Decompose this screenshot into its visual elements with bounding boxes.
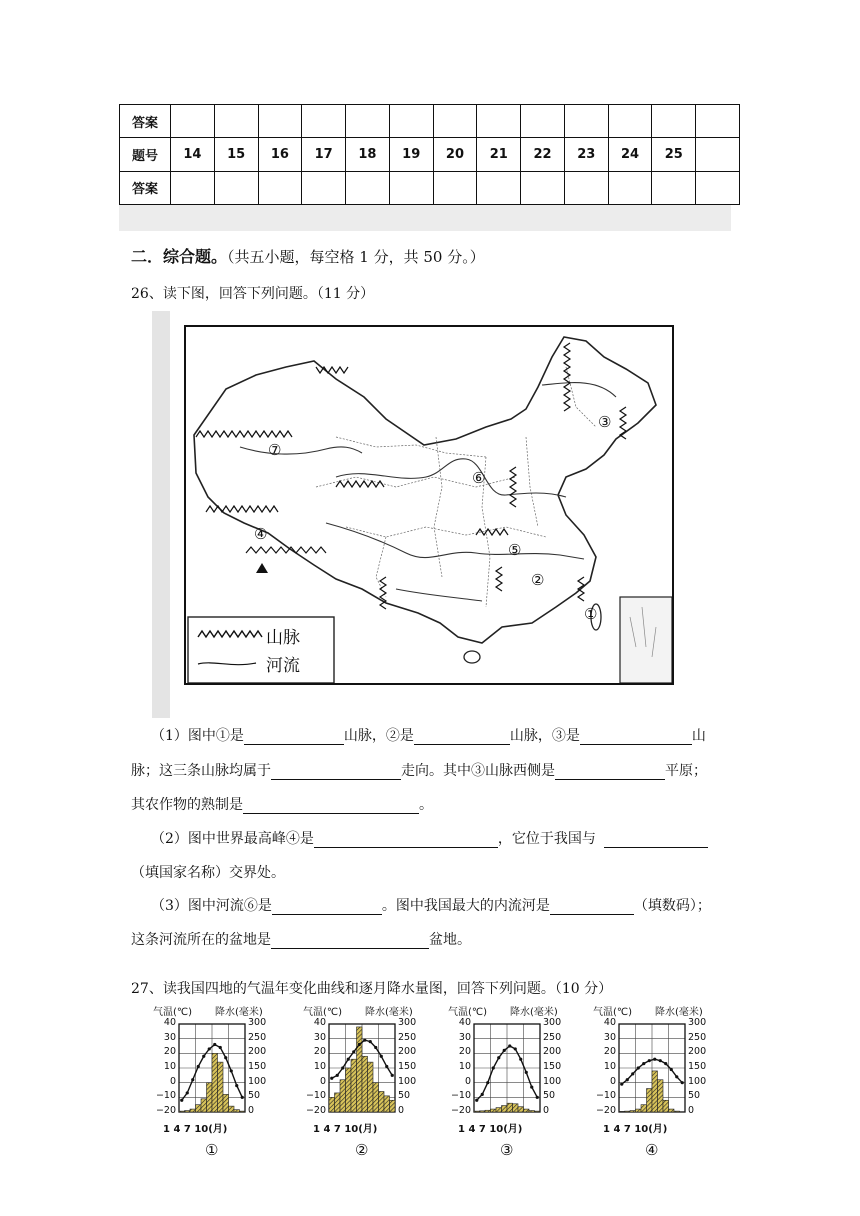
answer-cell[interactable] (258, 105, 302, 138)
temp-tick-label: 30 (458, 1031, 471, 1043)
section-title: 二．综合题。 (131, 247, 228, 266)
blank-11[interactable] (271, 933, 429, 949)
temperature-point (369, 1040, 372, 1043)
chart-precip-axis-title: 降水(毫米) (215, 1007, 263, 1018)
mountain-tianshan (196, 431, 292, 437)
temperature-point (380, 1055, 383, 1058)
temperature-point (530, 1085, 533, 1088)
precip-bar (663, 1100, 669, 1112)
question-number-cell: 17 (302, 138, 346, 171)
precip-bar (518, 1107, 524, 1112)
precip-bar (674, 1111, 680, 1112)
chart-precip-axis-title: 降水(毫米) (365, 1007, 413, 1018)
chart-temp-axis-title: 气温(℃) (593, 1007, 633, 1018)
temperature-point (385, 1065, 388, 1068)
temp-tick-label: 0 (169, 1075, 176, 1087)
temp-tick-label: 40 (458, 1017, 471, 1028)
question-number-cell: 15 (214, 138, 258, 171)
precip-tick-label: 200 (688, 1046, 707, 1058)
precip-bar (658, 1080, 664, 1112)
answer-cell[interactable] (477, 171, 521, 204)
question-number-cell: 18 (346, 138, 390, 171)
precip-tick-label: 50 (248, 1090, 261, 1102)
precip-bar (229, 1106, 235, 1112)
precip-bar (485, 1110, 491, 1112)
precip-bar (179, 1111, 185, 1112)
precip-bar (669, 1109, 675, 1112)
temperature-point (230, 1069, 233, 1072)
answer-cell[interactable] (171, 171, 215, 204)
q26-p1-text-b: 山脉，②是 (343, 728, 414, 744)
chart-x-label: 1 4 7 10(月) (313, 1124, 378, 1135)
precip-tick-label: 0 (688, 1105, 695, 1116)
temp-tick-label: 20 (163, 1046, 176, 1058)
question-number-cell: 24 (608, 138, 652, 171)
answer-table-row (120, 105, 740, 138)
answer-cell[interactable] (258, 171, 302, 204)
precip-bar (652, 1071, 658, 1112)
precip-tick-label: 200 (248, 1046, 267, 1058)
temp-tick-label: 10 (458, 1061, 471, 1072)
temperature-point (330, 1077, 333, 1080)
temperature-point (620, 1083, 623, 1086)
chart-temp-axis-title: 气温(℃) (448, 1007, 488, 1018)
temperature-point (358, 1043, 361, 1046)
question-number-cell: 25 (652, 138, 696, 171)
temperature-point (648, 1059, 651, 1062)
question-number-cell: 16 (258, 138, 302, 171)
precip-tick-label: 200 (398, 1046, 417, 1058)
temperature-point (664, 1062, 667, 1065)
temperature-point (514, 1047, 517, 1050)
temperature-point (347, 1058, 350, 1061)
answer-cell[interactable] (652, 171, 696, 204)
precip-tick-label: 50 (688, 1090, 701, 1102)
precip-bar (625, 1111, 631, 1112)
q26-part3-line1 (151, 895, 711, 915)
answer-cell[interactable] (477, 105, 521, 138)
precip-tick-label: 100 (248, 1075, 267, 1087)
temp-tick-label: −10 (155, 1090, 176, 1102)
chart-x-label: 1 4 7 10(月) (603, 1124, 668, 1135)
temperature-point (642, 1062, 645, 1065)
temperature-point (503, 1049, 506, 1052)
river-pearl (396, 589, 482, 601)
precip-bar (529, 1111, 535, 1112)
precip-bar (340, 1080, 346, 1112)
precip-tick-label: 100 (543, 1075, 562, 1087)
mountain-kunlun (206, 506, 278, 512)
temperature-point (219, 1046, 222, 1049)
precip-tick-label: 50 (543, 1090, 556, 1102)
q26-part1-line1 (151, 725, 706, 745)
answer-cell[interactable] (696, 105, 740, 138)
chart-number-label: ② (355, 1141, 369, 1159)
answer-table-row (120, 171, 740, 204)
answer-cell[interactable] (521, 105, 565, 138)
q26-p3-text-c: （填数码）； (633, 898, 711, 914)
legend-river-label: 河流 (266, 656, 300, 676)
china-map (184, 325, 674, 685)
mountain-hengduan (380, 577, 386, 609)
question-26-title: 26、读下图，回答下列问题。（11 分） (131, 286, 375, 302)
q26-p2-text-a: （2）图中世界最高峰④是 (151, 831, 314, 847)
precip-bar (507, 1103, 513, 1112)
blank-1[interactable] (244, 729, 344, 745)
question-number-cell: 14 (171, 138, 215, 171)
temp-tick-label: 30 (313, 1031, 326, 1043)
answer-cell[interactable] (214, 171, 258, 204)
precip-tick-label: 50 (398, 1090, 411, 1102)
precip-tick-label: 0 (543, 1105, 550, 1116)
precip-bar (630, 1111, 636, 1112)
answer-cell[interactable] (564, 105, 608, 138)
precip-tick-label: 300 (543, 1017, 562, 1028)
question-number-cell: 20 (433, 138, 477, 171)
precip-bar (368, 1062, 374, 1112)
precip-bar (223, 1094, 229, 1112)
chart-x-label: 1 4 7 10(月) (163, 1124, 228, 1135)
answer-cell[interactable] (389, 105, 433, 138)
question-number-cell: 21 (477, 138, 521, 171)
temperature-point (224, 1056, 227, 1059)
answer-cell[interactable] (564, 171, 608, 204)
precip-bar (234, 1110, 240, 1112)
precip-bar (201, 1099, 207, 1112)
province-borders (316, 367, 596, 607)
temp-tick-label: −20 (595, 1105, 616, 1116)
temperature-point (637, 1066, 640, 1069)
mountain-altai (316, 367, 348, 373)
answer-row-label: 答案 (120, 105, 171, 138)
precip-bar (535, 1111, 541, 1112)
precip-tick-label: 150 (248, 1061, 267, 1072)
answer-cell[interactable] (302, 171, 346, 204)
mountain-xuefeng (496, 567, 502, 591)
climate-chart-2 (303, 1003, 443, 1163)
answer-table-row (120, 138, 740, 171)
temp-tick-label: 40 (163, 1017, 176, 1028)
answer-row-label: 答案 (120, 171, 171, 204)
river-heilong (542, 383, 616, 397)
marker-7: ⑦ (268, 441, 282, 459)
temperature-point (336, 1074, 339, 1077)
answer-cell[interactable] (346, 105, 390, 138)
temperature-point (508, 1044, 511, 1047)
precip-tick-label: 250 (248, 1031, 267, 1043)
q26-p1-text-i: 。 (419, 797, 433, 813)
precip-tick-label: 250 (398, 1031, 417, 1043)
precip-tick-label: 200 (543, 1046, 562, 1058)
precip-bar (329, 1097, 335, 1112)
temp-tick-label: 10 (163, 1061, 176, 1072)
precip-tick-label: 300 (398, 1017, 417, 1028)
precip-bar (390, 1100, 396, 1112)
answer-cell[interactable] (696, 171, 740, 204)
question-number-cell: 22 (521, 138, 565, 171)
precip-bar (362, 1056, 368, 1112)
answer-cell[interactable] (433, 171, 477, 204)
answer-cell[interactable] (608, 171, 652, 204)
chart-number-label: ① (205, 1141, 219, 1159)
river-yellow (336, 459, 566, 497)
temp-tick-label: 0 (319, 1075, 326, 1087)
temperature-point (235, 1084, 238, 1087)
chart-temp-axis-title: 气温(℃) (153, 1007, 193, 1018)
q26-part3-line2 (131, 929, 471, 949)
blank-2[interactable] (414, 729, 510, 745)
marker-1: ① (584, 605, 598, 623)
precip-bar (491, 1109, 497, 1112)
temp-tick-label: −20 (155, 1105, 176, 1116)
precip-tick-label: 150 (688, 1061, 707, 1072)
temp-tick-label: 30 (163, 1031, 176, 1043)
answer-cell[interactable] (433, 105, 477, 138)
q26-p1-text-d: 山 (691, 728, 706, 744)
blank-6[interactable] (243, 798, 419, 814)
answer-cell[interactable] (521, 171, 565, 204)
section-heading (131, 244, 485, 267)
chart-precip-axis-title: 降水(毫米) (510, 1007, 558, 1018)
temperature-point (186, 1091, 189, 1094)
answer-cell[interactable] (214, 105, 258, 138)
answer-cell[interactable] (652, 105, 696, 138)
q26-p3-text-a: （3）图中河流⑥是 (151, 898, 272, 914)
temperature-point (180, 1099, 183, 1102)
chart-number-label: ④ (645, 1141, 659, 1159)
q26-p1-text-h: 其农作物的熟制是 (131, 797, 243, 813)
temperature-point (631, 1072, 634, 1075)
temperature-point (213, 1043, 216, 1046)
temperature-point (475, 1099, 478, 1102)
precip-bar (524, 1109, 530, 1112)
temperature-point (525, 1071, 528, 1074)
temperature-point (653, 1058, 656, 1061)
precip-bar (647, 1089, 653, 1112)
temp-tick-label: 0 (609, 1075, 616, 1087)
precip-bar (357, 1027, 363, 1112)
climate-chart-3 (448, 1003, 588, 1163)
question-27-title: 27、读我国四地的气温年变化曲线和逐月降水量图，回答下列问题。（10 分） (131, 981, 613, 997)
temperature-point (191, 1078, 194, 1081)
temperature-point (208, 1047, 211, 1050)
precip-bar (185, 1111, 191, 1112)
temp-tick-label: 30 (603, 1031, 616, 1043)
precip-bar (335, 1093, 341, 1112)
q26-part1-line3 (131, 794, 433, 814)
temp-tick-label: 20 (603, 1046, 616, 1058)
chart-temp-axis-title: 气温(℃) (303, 1007, 343, 1018)
q26-part2-line2: （填国家名称）交界处。 (131, 865, 285, 881)
q26-p1-text-e: 脉；这三条山脉均属于 (131, 763, 271, 779)
q26-p3-text-e: 盆地。 (429, 932, 471, 948)
precip-bar (212, 1053, 218, 1112)
q26-part1-line2 (131, 760, 707, 780)
precip-bar (207, 1083, 213, 1112)
temp-tick-label: 0 (464, 1075, 471, 1087)
temperature-point (391, 1074, 394, 1077)
river-yangtze (326, 523, 584, 559)
blank-9[interactable] (272, 899, 382, 915)
chart-precip-axis-title: 降水(毫米) (655, 1007, 703, 1018)
temperature-point (675, 1075, 678, 1078)
temperature-point (659, 1059, 662, 1062)
temp-tick-label: 40 (313, 1017, 326, 1028)
temperature-point (670, 1068, 673, 1071)
river-tarim (240, 447, 362, 454)
temp-tick-label: 10 (603, 1061, 616, 1072)
temp-tick-label: −20 (305, 1105, 326, 1116)
precip-bar (641, 1105, 647, 1112)
precip-bar (190, 1109, 196, 1112)
answer-cell[interactable] (608, 105, 652, 138)
map-scan-shadow (152, 311, 170, 718)
shaded-strip (119, 205, 731, 231)
precip-tick-label: 0 (248, 1105, 255, 1116)
map-legend (188, 617, 334, 683)
blank-5[interactable] (555, 764, 665, 780)
question-number-cell (696, 138, 740, 171)
chart-number-label: ③ (500, 1141, 514, 1159)
temperature-point (519, 1058, 522, 1061)
temperature-point (197, 1065, 200, 1068)
marker-6: ⑥ (472, 469, 486, 487)
temperature-point (681, 1081, 684, 1084)
mountain-qilian (336, 481, 384, 487)
precip-bar (480, 1111, 486, 1112)
blank-10[interactable] (550, 899, 634, 915)
precip-tick-label: 250 (543, 1031, 562, 1043)
answer-table (119, 104, 740, 205)
temperature-point (341, 1066, 344, 1069)
answer-cell[interactable] (302, 105, 346, 138)
answer-cell[interactable] (389, 171, 433, 204)
temperature-point (492, 1066, 495, 1069)
climate-chart-4 (593, 1003, 733, 1163)
section-note: （共五小题，每空格 1 分，共 50 分。） (227, 248, 485, 266)
q26-p1-text-c: 山脉，③是 (509, 728, 580, 744)
temperature-point (374, 1046, 377, 1049)
temperature-point (626, 1078, 629, 1081)
q26-p3-text-d: 这条河流所在的盆地是 (131, 932, 271, 948)
temperature-point (486, 1081, 489, 1084)
climate-chart-1 (153, 1003, 293, 1163)
precip-bar (496, 1108, 502, 1112)
precip-bar (351, 1059, 357, 1112)
mountain-daxinganling (564, 343, 570, 411)
marker-2: ② (531, 571, 545, 589)
mountain-taihang (510, 467, 516, 507)
marker-5: ⑤ (508, 541, 522, 559)
everest-marker (256, 563, 268, 573)
temp-tick-label: 40 (603, 1017, 616, 1028)
blank-4[interactable] (271, 764, 401, 780)
answer-row-label: 题号 (120, 138, 171, 171)
question-number-cell: 19 (389, 138, 433, 171)
answer-cell[interactable] (346, 171, 390, 204)
q26-p2-text-b: ，它位于我国与 (497, 831, 596, 847)
answer-cell[interactable] (171, 105, 215, 138)
precip-bar (502, 1106, 508, 1112)
precip-bar (384, 1096, 390, 1112)
precip-bar (373, 1083, 379, 1112)
q26-p1-text-g: 平原； (665, 763, 707, 779)
temp-tick-label: −10 (305, 1090, 326, 1102)
precip-bar (619, 1111, 625, 1112)
precip-tick-label: 150 (398, 1061, 417, 1072)
blank-7[interactable] (314, 832, 498, 848)
precip-tick-label: 100 (688, 1075, 707, 1087)
q26-p1-text-a: （1）图中①是 (151, 728, 244, 744)
legend-mountain-label: 山脉 (266, 628, 300, 648)
chart-x-label: 1 4 7 10(月) (458, 1124, 523, 1135)
precip-bar (474, 1111, 480, 1112)
precip-tick-label: 300 (248, 1017, 267, 1028)
q26-part2-line1 (151, 828, 708, 848)
temp-tick-label: −10 (450, 1090, 471, 1102)
precip-tick-label: 300 (688, 1017, 707, 1028)
question-number-cell: 23 (564, 138, 608, 171)
temperature-point (536, 1096, 539, 1099)
q26-p1-text-f: 走向。其中③山脉西侧是 (401, 763, 555, 779)
temp-tick-label: 20 (313, 1046, 326, 1058)
temp-tick-label: 20 (458, 1046, 471, 1058)
blank-8[interactable] (604, 832, 708, 848)
temp-tick-label: −20 (450, 1105, 471, 1116)
map-markers (254, 413, 611, 623)
temperature-point (202, 1055, 205, 1058)
precip-bar (513, 1104, 519, 1112)
precip-tick-label: 0 (398, 1105, 405, 1116)
precip-bar (379, 1091, 385, 1112)
precip-bar (636, 1109, 642, 1112)
precip-bar (218, 1062, 224, 1112)
precip-bar (196, 1105, 202, 1112)
temp-tick-label: 10 (313, 1061, 326, 1072)
blank-3[interactable] (580, 729, 692, 745)
marker-3: ③ (598, 413, 612, 431)
temperature-point (352, 1050, 355, 1053)
temperature-point (241, 1096, 244, 1099)
china-map-drawing (186, 327, 672, 683)
hainan-island (464, 651, 480, 663)
precip-tick-label: 100 (398, 1075, 417, 1087)
precip-tick-label: 250 (688, 1031, 707, 1043)
temp-tick-label: −10 (595, 1090, 616, 1102)
mountain-himalaya (246, 547, 326, 553)
temperature-point (363, 1039, 366, 1042)
temperature-point (497, 1056, 500, 1059)
q26-p3-text-b: 。图中我国最大的内流河是 (381, 898, 550, 914)
south-sea-inset (620, 597, 672, 683)
temperature-point (481, 1093, 484, 1096)
marker-4: ④ (254, 525, 268, 543)
precip-bar (240, 1111, 246, 1112)
precip-bar (346, 1068, 352, 1112)
precip-tick-label: 150 (543, 1061, 562, 1072)
